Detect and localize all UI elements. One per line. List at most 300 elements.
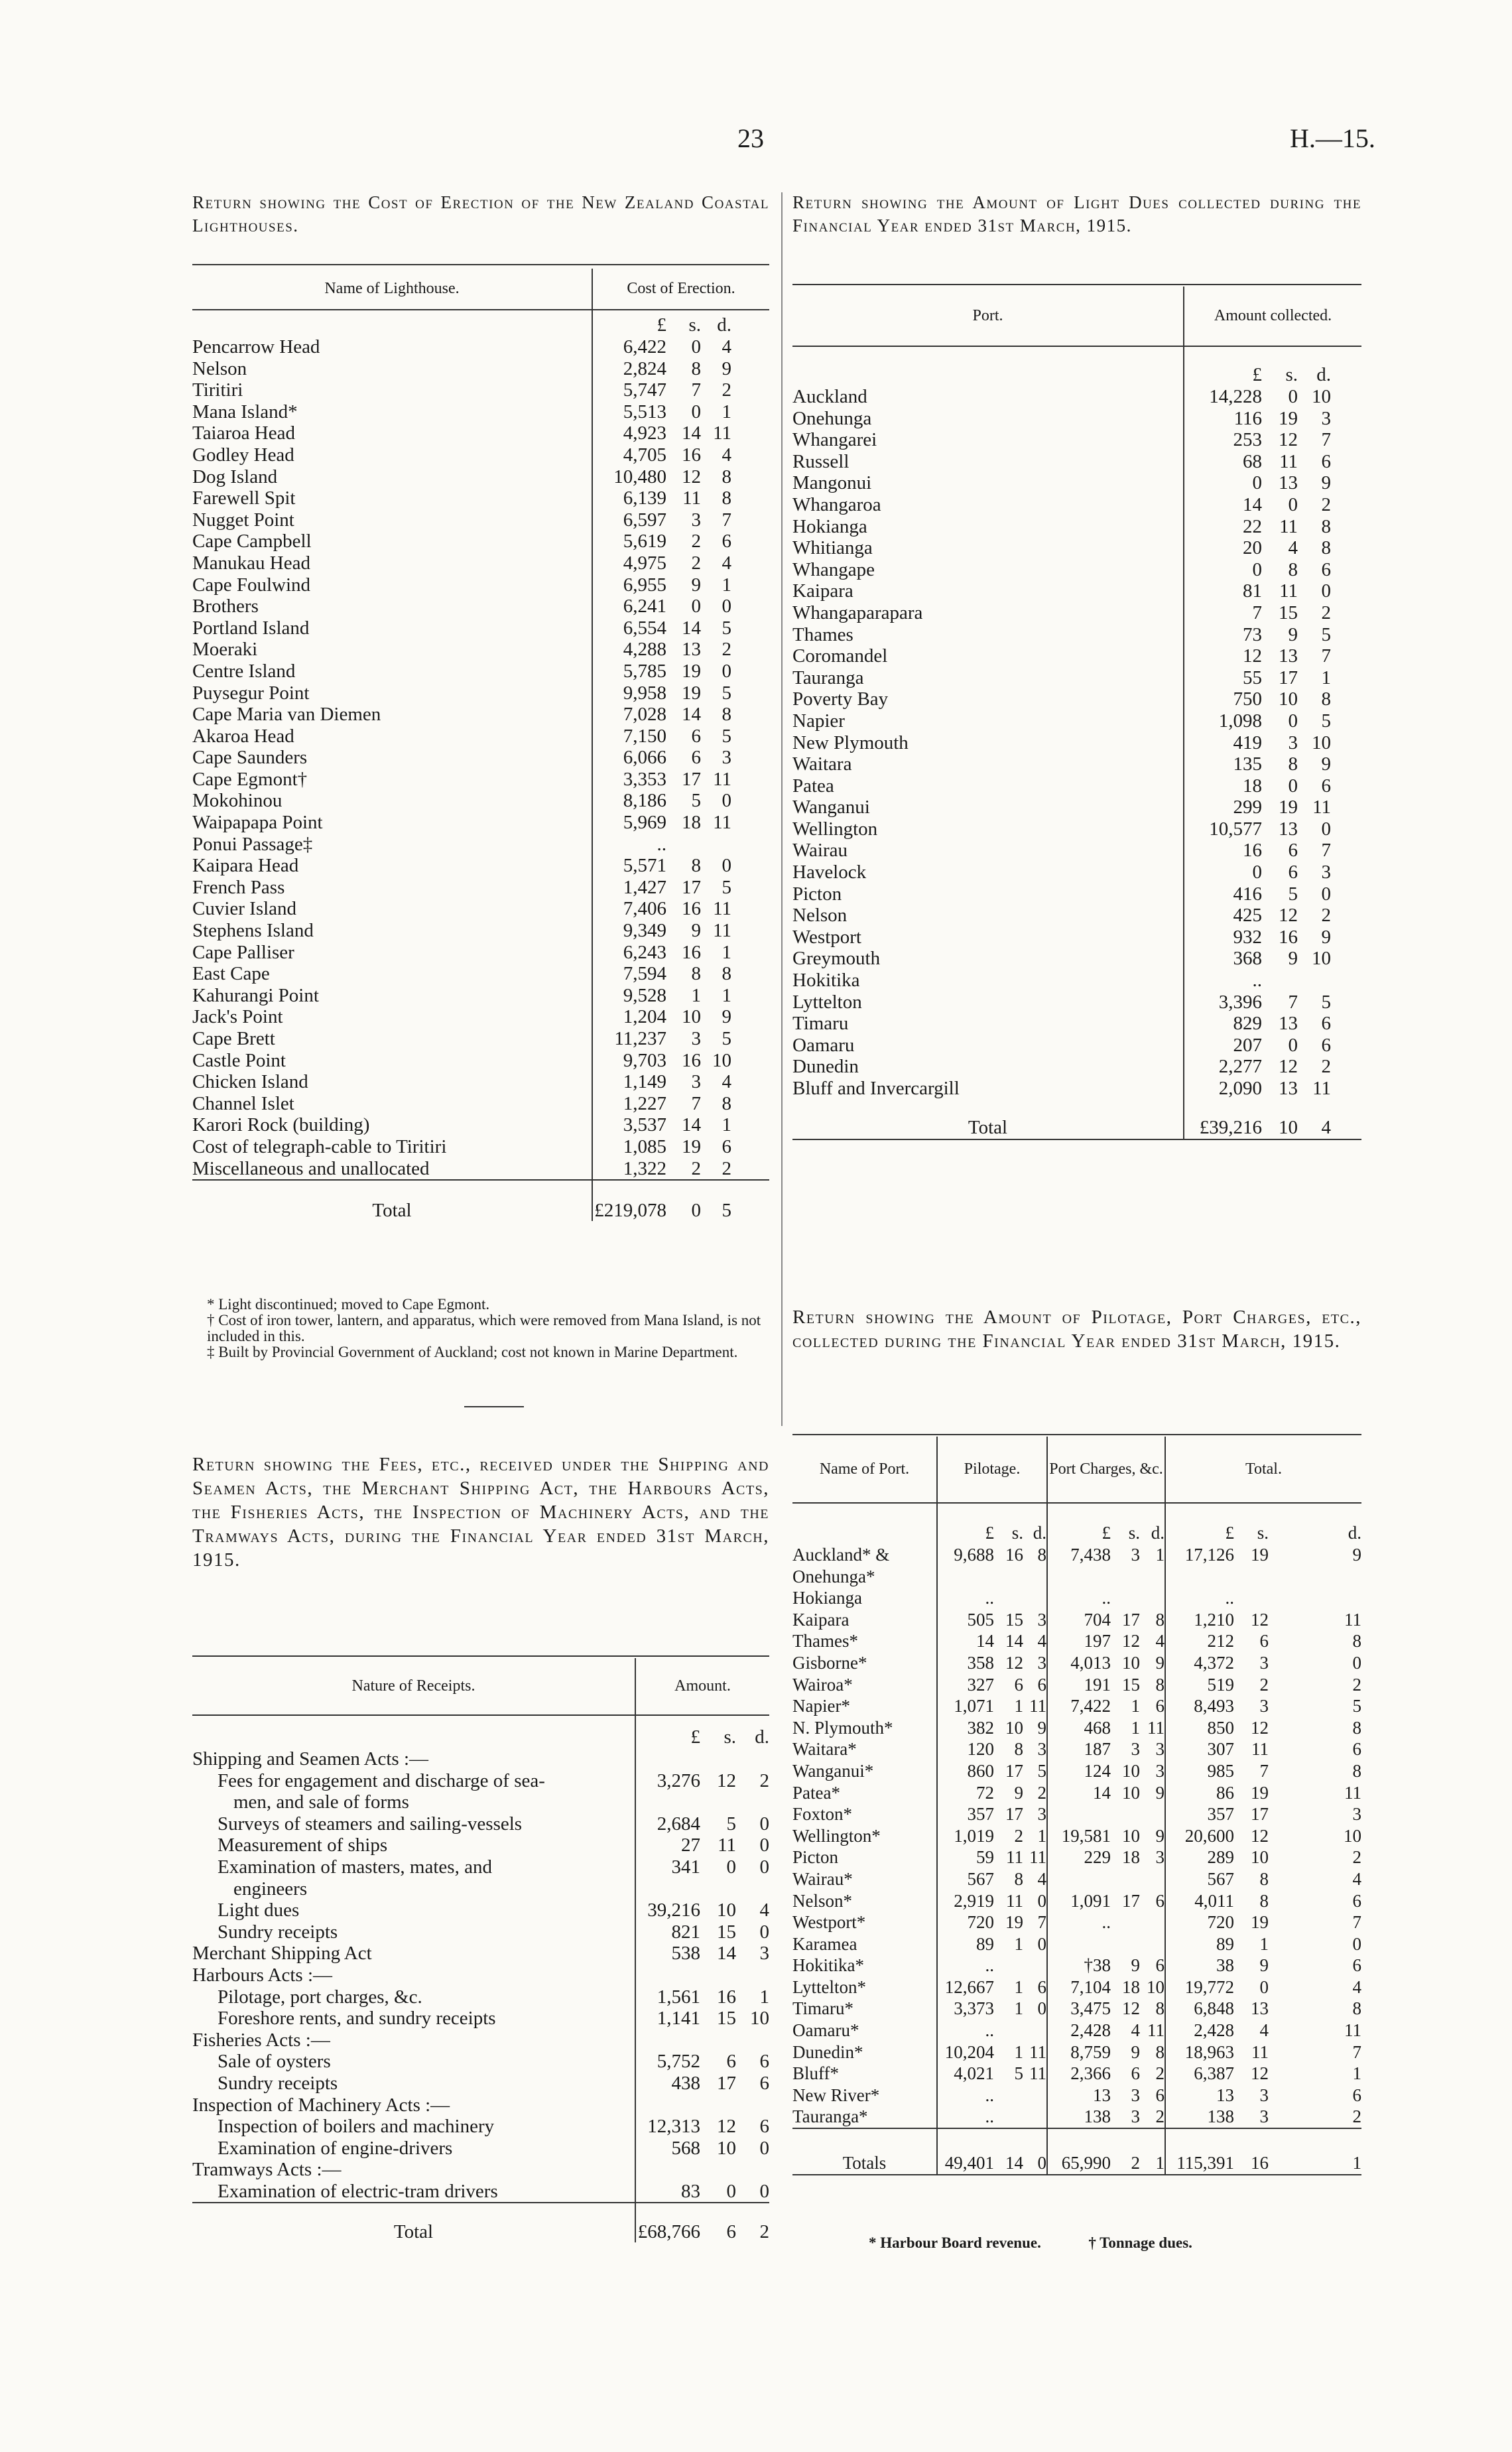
amount-pence: 3 <box>1321 407 1331 429</box>
unit-shillings: s. <box>1011 1523 1023 1543</box>
pad <box>731 704 769 726</box>
table-row <box>192 2116 769 2138</box>
leader-dots <box>314 920 319 941</box>
table-rule <box>792 284 1361 285</box>
pad <box>731 574 769 596</box>
leader-dots <box>243 379 248 401</box>
table-row <box>792 862 1361 883</box>
leader-dots <box>868 2106 873 2126</box>
cost-pence: 2 <box>722 639 731 661</box>
cost-pounds: 3,353 <box>592 769 666 791</box>
unit-pounds: £ <box>937 1503 994 1544</box>
pilotage-pounds: 72 <box>937 1782 994 1804</box>
table-rule <box>192 1655 769 1657</box>
port-name: Waitara* <box>792 1738 937 1760</box>
table-row <box>792 688 1361 710</box>
pad <box>731 682 769 704</box>
port-charges-pence: 3 <box>1155 1739 1165 1760</box>
cost-shillings: 16 <box>682 941 701 963</box>
amount-pence: 2 <box>1321 905 1331 927</box>
port-charges-shillings: 6 <box>1131 2063 1140 2084</box>
pilotage-pounds: .. <box>937 2085 994 2106</box>
table-row <box>192 1900 769 1921</box>
port-name: Patea <box>792 775 1184 797</box>
footnote: † Tonnage dues. <box>1088 2234 1192 2251</box>
unit-pounds: £ <box>592 310 666 336</box>
table-row <box>792 1955 1361 1976</box>
amount-shillings: 0 <box>726 1856 736 1878</box>
leader-dots <box>834 775 840 797</box>
totals-pilotage-pence: 0 <box>1037 2153 1046 2173</box>
pad <box>731 552 769 574</box>
total-pence: 4 <box>1352 1868 1361 1889</box>
pad <box>731 985 769 1007</box>
cost-shillings: 5 <box>691 790 701 812</box>
total-pounds: 13 <box>1165 2085 1234 2106</box>
lighthouse-name: Nelson <box>192 358 592 380</box>
leader-dots <box>877 429 882 450</box>
pad <box>1331 1013 1361 1035</box>
leader-dots <box>312 834 318 855</box>
lighthouse-name: Cape Campbell <box>192 531 592 552</box>
pad <box>731 812 769 834</box>
table-row <box>792 883 1361 905</box>
cost-pounds: 9,528 <box>592 985 666 1007</box>
lighthouse-name: Manukau Head <box>192 552 592 574</box>
port-charges-pence <box>1140 1868 1165 1890</box>
port-charges-pence: 10 <box>1147 1976 1165 1997</box>
table-row <box>192 834 769 856</box>
amount-pounds: 341 <box>635 1856 700 1878</box>
cost-pence: 8 <box>722 487 731 509</box>
table-row <box>192 2138 769 2160</box>
pad <box>731 1028 769 1050</box>
amount-shillings: 13 <box>1279 818 1298 840</box>
port-charges-shillings <box>1111 1803 1140 1825</box>
cost-pence: 0 <box>722 660 731 682</box>
pad <box>731 444 769 466</box>
pad <box>731 466 769 488</box>
table-row <box>192 509 769 531</box>
cost-shillings: 0 <box>691 336 701 357</box>
col-header-name: Name of Lighthouse. <box>324 280 460 297</box>
table-row <box>792 2041 1361 2063</box>
amount-pence: 2 <box>1321 493 1331 515</box>
table-row <box>792 1674 1361 1696</box>
port-name: Bluff and Invercargill <box>792 1078 1184 1100</box>
leader-dots <box>319 985 324 1006</box>
pad <box>1331 559 1361 581</box>
pilotage-pence: 3 <box>1037 1609 1046 1630</box>
totals-total-pence: 1 <box>1352 2153 1361 2173</box>
total-pence: 4 <box>1321 1117 1331 1138</box>
pad <box>731 769 769 791</box>
cost-pounds: 6,139 <box>592 487 666 509</box>
table-row <box>192 2181 769 2203</box>
table-row <box>192 401 769 423</box>
lighthouse-name: Cape Palliser <box>192 942 592 964</box>
unit-pence: d. <box>1316 364 1331 386</box>
leader-dots <box>294 726 300 747</box>
table-row <box>792 710 1361 732</box>
total-shillings: 8 <box>1259 1890 1269 1911</box>
pilotage-pence: 11 <box>1029 2063 1046 2084</box>
amount-shillings: 7 <box>1288 991 1298 1013</box>
pilotage-pence: 0 <box>1037 1933 1046 1954</box>
table-row <box>192 1835 769 1856</box>
col-header-amount: Amount. <box>635 1658 769 1715</box>
leader-dots <box>270 963 275 984</box>
amount-pence: 6 <box>1321 450 1331 472</box>
cost-pounds: 9,349 <box>592 920 666 942</box>
cost-pounds: 1,322 <box>592 1158 666 1181</box>
table-row <box>192 1093 769 1115</box>
pad <box>731 596 769 617</box>
port-name: Poverty Bay <box>792 688 1184 710</box>
amount-shillings: 10 <box>717 2137 736 2159</box>
pilotage-shillings: 19 <box>1005 1912 1023 1933</box>
amount-pounds: 1,561 <box>635 1986 700 2008</box>
cost-pence: 4 <box>722 1071 731 1093</box>
cost-shillings <box>666 834 701 856</box>
total-pounds: 357 <box>1165 1803 1234 1825</box>
amount-pence: 4 <box>759 1900 769 1921</box>
port-charges-pounds: 14 <box>1047 1782 1111 1804</box>
amount-shillings: 5 <box>1288 883 1298 905</box>
port-name: Waitara <box>792 753 1184 775</box>
total-pounds: 289 <box>1165 1846 1234 1868</box>
pilotage-pence <box>1023 2106 1047 2128</box>
leader-dots <box>865 1912 871 1932</box>
port-name: Karamea <box>792 1933 937 1955</box>
cost-pence: 4 <box>722 444 731 466</box>
amount-pence: 0 <box>759 2137 769 2159</box>
cost-pounds: 5,747 <box>592 379 666 401</box>
unit-pounds: £ <box>635 1715 700 1748</box>
total-pence: 8 <box>1352 1998 1361 2019</box>
footnote: * Light discontinued; moved to Cape Egmont. <box>207 1296 490 1313</box>
totals-pilotage-pounds: 49,401 <box>937 2128 994 2175</box>
total-pounds: 19,772 <box>1165 1976 1234 1998</box>
pilotage-pence: 9 <box>1037 1717 1046 1738</box>
table-row <box>192 617 769 639</box>
cost-pence: 8 <box>722 704 731 726</box>
pad <box>1331 516 1361 538</box>
pad <box>731 310 769 336</box>
cost-shillings: 2 <box>691 552 701 574</box>
leader-dots <box>308 1071 314 1092</box>
amount-pounds: 27 <box>635 1835 700 1856</box>
leader-dots <box>848 840 853 861</box>
pad <box>731 898 769 920</box>
unit-shillings: s. <box>1257 1523 1269 1543</box>
pad <box>731 1050 769 1072</box>
receipt-label: Sundry receipts <box>218 1921 338 1943</box>
total-pounds: 18,963 <box>1165 2041 1234 2063</box>
cost-pounds: 1,149 <box>592 1071 666 1093</box>
amount-pence: 8 <box>1321 537 1331 559</box>
amount-pence <box>736 2159 769 2181</box>
table-row <box>792 2106 1361 2128</box>
leader-dots <box>295 422 300 444</box>
amount-shillings <box>700 2030 736 2051</box>
units-spacer <box>192 310 592 336</box>
amount-shillings: 0 <box>726 2180 736 2202</box>
pad <box>1331 580 1361 602</box>
port-name: Whangape <box>792 559 1184 581</box>
total-shillings: 11 <box>1251 2041 1269 2062</box>
port-charges-pounds: 7,104 <box>1047 1976 1111 1998</box>
lighthouse-name: Farewell Spit <box>192 487 592 509</box>
pilotage-shillings: 1 <box>1014 1933 1023 1954</box>
cost-shillings: 9 <box>691 574 701 596</box>
lighthouse-name: Ponui Passage‡ <box>192 834 592 856</box>
port-name: Wellington* <box>792 1825 937 1847</box>
port-name: Whangaparapara <box>792 602 1184 624</box>
port-name: Kaipara <box>792 580 1184 602</box>
pilotage-shillings <box>994 1587 1023 1609</box>
table-row <box>792 451 1361 473</box>
table-row <box>192 444 769 466</box>
pad <box>1331 602 1361 624</box>
fees-table <box>192 1658 769 2242</box>
pad <box>731 790 769 812</box>
port-charges-pence: 8 <box>1155 1674 1165 1695</box>
total-shillings: 12 <box>1251 2063 1269 2084</box>
amount-pounds: 438 <box>635 2073 700 2095</box>
table-row <box>192 1770 769 1792</box>
total-pounds <box>1165 1566 1234 1588</box>
cost-pounds: 1,427 <box>592 877 666 899</box>
table-row <box>792 516 1361 538</box>
port-charges-shillings <box>1111 1933 1140 1955</box>
cost-pounds: 7,150 <box>592 726 666 747</box>
leader-dots <box>323 812 328 833</box>
amount-pence: 0 <box>1321 883 1331 905</box>
pilotage-pounds: .. <box>937 1587 994 1609</box>
pilotage-pence: 6 <box>1037 1976 1046 1997</box>
cost-shillings: 17 <box>682 768 701 790</box>
table-row <box>192 422 769 444</box>
amount-pence: 10 <box>1312 948 1331 970</box>
pilotage-shillings: 16 <box>1005 1545 1023 1565</box>
amount-shillings: 13 <box>1279 1013 1298 1035</box>
total-shillings: 2 <box>1259 1674 1269 1695</box>
total-pence <box>1269 1566 1361 1588</box>
amount-shillings <box>1262 970 1298 992</box>
amount-pounds: 10,577 <box>1184 818 1262 840</box>
cost-pounds: 6,955 <box>592 574 666 596</box>
pilotage-shillings: 15 <box>1005 1609 1023 1630</box>
lighthouses-title: Return showing the Cost of Erection of the New Zealand Coastal Lighthouses. <box>192 192 769 235</box>
amount-pounds: 2,684 <box>635 1813 700 1835</box>
amount-shillings <box>700 2095 736 2116</box>
unit-pence: d. <box>755 1726 769 1748</box>
pad <box>731 358 769 380</box>
port-name: Tauranga <box>792 667 1184 689</box>
amount-pence <box>736 1791 769 1813</box>
cost-pence: 1 <box>722 401 731 422</box>
amount-shillings: 17 <box>1279 667 1298 688</box>
pilotage-shillings: 10 <box>1005 1717 1023 1738</box>
pilotage-pounds: 860 <box>937 1760 994 1782</box>
total-pence: 8 <box>1352 1631 1361 1651</box>
col-header-total: Total. <box>1165 1437 1361 1503</box>
leader-dots <box>369 1114 375 1135</box>
table-row <box>192 1136 769 1158</box>
units-spacer <box>192 1715 635 1748</box>
table-row <box>792 1998 1361 2020</box>
table-row <box>792 1825 1361 1847</box>
amount-pence: 9 <box>1321 472 1331 494</box>
lighthouse-name: Akaroa Head <box>192 726 592 747</box>
unit-pounds: £ <box>1184 346 1262 386</box>
leader-dots <box>862 1588 867 1608</box>
leader-dots <box>309 617 314 639</box>
total-pounds: 4,011 <box>1165 1890 1234 1912</box>
amount-pounds: 55 <box>1184 667 1262 689</box>
port-charges-pounds <box>1047 1933 1111 1955</box>
leader-dots <box>842 883 847 905</box>
lighthouse-name: Kaipara Head <box>192 855 592 877</box>
port-charges-shillings: 10 <box>1122 1825 1140 1846</box>
pad <box>1331 537 1361 559</box>
pilotage-shillings: 1 <box>1014 1696 1023 1716</box>
pad <box>1331 948 1361 970</box>
amount-shillings: 9 <box>1288 623 1298 645</box>
pilotage-pence <box>1023 2085 1047 2106</box>
leader-dots <box>863 2042 868 2062</box>
pilotage-pence: 3 <box>1037 1652 1046 1673</box>
amount-pence <box>736 2095 769 2116</box>
cost-pence: 11 <box>713 422 731 444</box>
cost-shillings: 8 <box>691 963 701 985</box>
pilotage-pounds: 382 <box>937 1717 994 1739</box>
table-row <box>792 1911 1361 1933</box>
table-row <box>792 775 1361 797</box>
pad <box>1331 1078 1361 1100</box>
amount-shillings: 17 <box>717 2072 736 2094</box>
cost-pence: 1 <box>722 574 731 596</box>
port-charges-pounds: †38 <box>1047 1955 1111 1976</box>
pilotage-pounds: 1,019 <box>937 1825 994 1847</box>
amount-shillings <box>700 1965 736 1986</box>
table-row <box>792 1544 1361 1566</box>
amount-shillings: 11 <box>1279 515 1298 537</box>
leader-dots <box>257 639 263 660</box>
amount-pence: 2 <box>1321 1056 1331 1078</box>
total-pence: 11 <box>1344 1609 1361 1630</box>
total-pence: 6 <box>1352 1955 1361 1976</box>
port-charges-shillings: 1 <box>1131 1696 1140 1716</box>
port-charges-shillings: 17 <box>1122 1890 1140 1911</box>
total-pence: 4 <box>1352 1976 1361 1997</box>
port-charges-pence: 9 <box>1155 1782 1165 1803</box>
leader-dots <box>284 877 290 898</box>
pilotage-pounds: 14 <box>937 1630 994 1652</box>
table-row <box>792 948 1361 970</box>
port-name: Havelock <box>792 862 1184 883</box>
amount-pence: 11 <box>1312 1078 1331 1099</box>
cost-pence: 5 <box>722 876 731 898</box>
amount-pounds: 1,141 <box>635 2008 700 2030</box>
pad <box>1331 732 1361 754</box>
col-header-port: Port. <box>972 307 1003 324</box>
port-charges-shillings <box>1111 1566 1140 1588</box>
table-row <box>192 898 769 920</box>
amount-pence: 2 <box>1321 602 1331 623</box>
pad <box>1331 992 1361 1013</box>
pilotage-pounds: 357 <box>937 1803 994 1825</box>
total-shillings: 12 <box>1251 1825 1269 1846</box>
leader-dots <box>867 386 873 407</box>
cost-pence: 9 <box>722 357 731 379</box>
table-row <box>192 2030 769 2051</box>
table-row <box>792 667 1361 689</box>
port-name: Wairoa* <box>792 1674 937 1696</box>
leader-dots <box>853 1869 858 1889</box>
amount-pence: 9 <box>1321 753 1331 775</box>
document-reference: H.—15. <box>1290 123 1375 153</box>
pad <box>1331 862 1361 883</box>
total-shillings: 19 <box>1251 1912 1269 1933</box>
leader-dots <box>446 1136 452 1157</box>
table-row <box>192 920 769 942</box>
leader-dots <box>312 531 317 552</box>
pad <box>731 509 769 531</box>
port-charges-shillings: 10 <box>1122 1782 1140 1803</box>
cost-shillings: 8 <box>691 855 701 877</box>
cost-shillings: 6 <box>691 747 701 769</box>
total-shillings: 10 <box>1279 1117 1298 1138</box>
table-row <box>792 1566 1361 1588</box>
amount-pounds: 932 <box>1184 927 1262 948</box>
port-name: Picton <box>792 1846 937 1868</box>
port-name: Timaru* <box>792 1998 937 2020</box>
table-row <box>192 1071 769 1093</box>
total-pounds: 567 <box>1165 1868 1234 1890</box>
cost-shillings: 2 <box>691 531 701 552</box>
table-rule <box>192 264 769 265</box>
amount-shillings: 19 <box>1279 797 1298 818</box>
lighthouse-name: Cost of telegraph-cable to Tiritiri <box>192 1136 592 1158</box>
amount-pence: 9 <box>1321 926 1331 948</box>
table-row <box>192 855 769 877</box>
pilotage-pounds: 720 <box>937 1911 994 1933</box>
pilotage-pence: 11 <box>1029 1696 1046 1716</box>
pilotage-shillings: 12 <box>1005 1652 1023 1673</box>
table-row <box>792 1630 1361 1652</box>
cost-shillings: 19 <box>682 682 701 704</box>
amount-shillings: 4 <box>1288 537 1298 559</box>
cost-pounds: 11,237 <box>592 1028 666 1050</box>
pad <box>1331 818 1361 840</box>
port-name: Timaru <box>792 1013 1184 1035</box>
pilotage-pounds: 1,071 <box>937 1695 994 1717</box>
table-row <box>792 472 1361 494</box>
cost-pounds: 4,975 <box>592 552 666 574</box>
cost-pounds: 5,571 <box>592 855 666 877</box>
receipt-label: engineers <box>233 1878 308 1900</box>
table-row <box>792 1890 1361 1912</box>
table-row <box>192 2073 769 2095</box>
pilotage-shillings <box>994 2085 1023 2106</box>
cost-pence: 1 <box>722 941 731 963</box>
total-pounds: £68,766 <box>635 2203 700 2242</box>
table-row <box>792 970 1361 992</box>
amount-pounds: 135 <box>1184 753 1262 775</box>
total-pence: 3 <box>1352 1804 1361 1825</box>
